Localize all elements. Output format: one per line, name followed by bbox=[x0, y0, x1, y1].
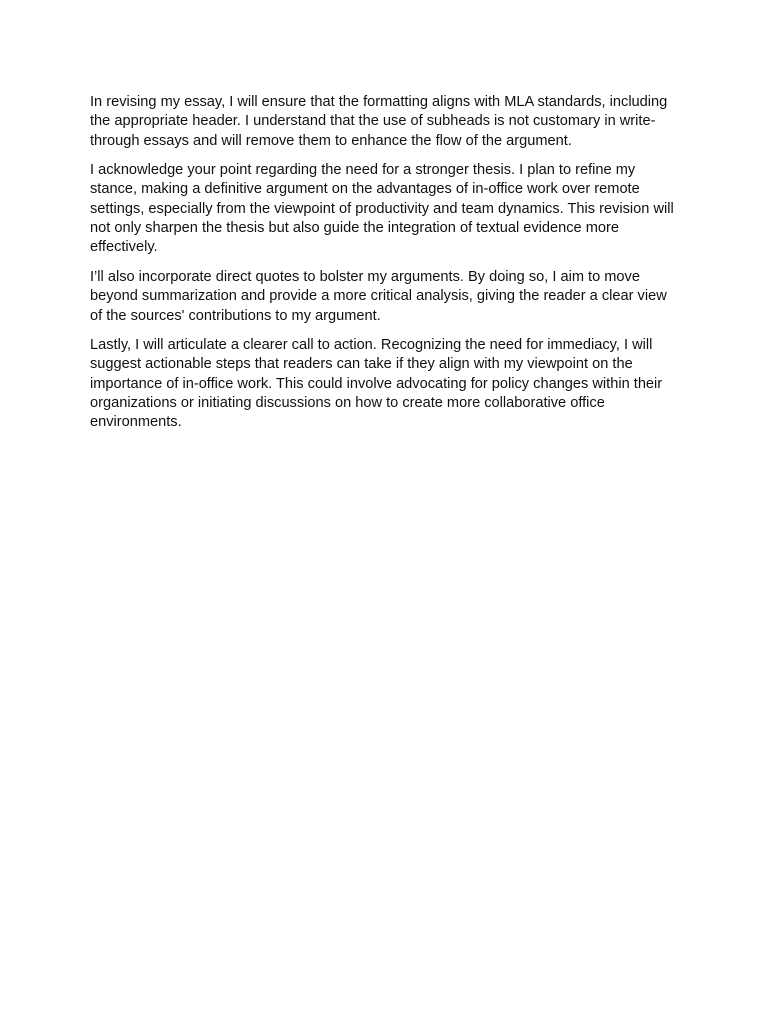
paragraph-quotes: I’ll also incorporate direct quotes to bolster my arguments. By doing so, I aim to move beyond summarization and provide a more critical analysis, giving the reader a clear view of the sources' contributions to my argument. bbox=[90, 268, 667, 324]
document-body bbox=[90, 93, 674, 443]
paragraph-formatting: In revising my essay, I will ensure that the formatting aligns with MLA standards, including the appropriate header. I understand that the use of subheads is not customary in write-through essays and will remove them to enhance the flow of the argument. bbox=[90, 94, 668, 149]
paragraph-call-to-action: Lastly, I will articulate a clearer call to action. Recognizing the need for immediacy, I will suggest actionable steps that readers can take if they align with my viewpoint on the importance of in-office work. This could involve advocating for policy changes within their organizations or initiating discussions on how to create more collaborative office environments. bbox=[90, 337, 663, 431]
paragraph-thesis: I acknowledge your point regarding the need for a stronger thesis. I plan to refine my stance, making a definitive argument on the advantages of in-office work over remote settings, especially from the viewpoint of productivity and team dynamics. This revision will not only sharpen the thesis but also guide the integration of textual evidence more effectively. bbox=[90, 162, 674, 256]
